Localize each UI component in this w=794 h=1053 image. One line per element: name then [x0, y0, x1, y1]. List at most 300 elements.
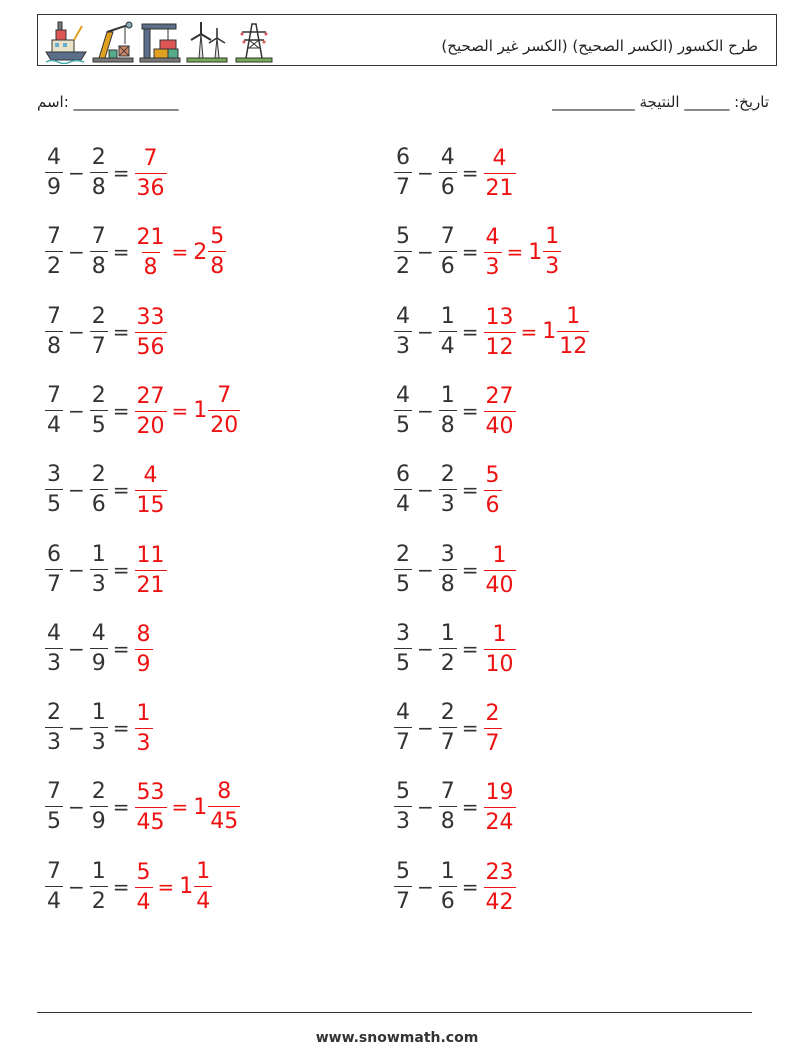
- mixed-number: [193, 781, 240, 833]
- numerator: 1: [545, 224, 560, 250]
- minus-sign: −: [417, 478, 434, 503]
- denominator: 3: [484, 252, 502, 279]
- fraction: [135, 227, 167, 279]
- fraction: [394, 620, 412, 676]
- fraction: [90, 147, 108, 199]
- fraction: [439, 226, 457, 278]
- equals-sign: =: [112, 319, 130, 344]
- numerator: 2: [47, 700, 61, 726]
- denominator: 4: [194, 886, 212, 913]
- answer: [484, 860, 516, 914]
- denominator: 5: [394, 648, 412, 675]
- answer: [135, 622, 153, 676]
- numerator: 4: [47, 145, 61, 170]
- fraction: [439, 620, 457, 676]
- date-score-field: تاريخ: ______ النتيجة ___________: [552, 93, 769, 111]
- denominator: 6: [90, 489, 108, 516]
- fraction: [394, 226, 412, 278]
- fraction: [90, 858, 108, 914]
- denominator: 8: [208, 251, 226, 278]
- minus-sign: −: [68, 636, 85, 661]
- minus-sign: −: [68, 478, 85, 503]
- answer: [484, 146, 516, 200]
- numerator: 1: [492, 621, 507, 647]
- numerator: 27: [136, 383, 165, 409]
- fraction: [484, 542, 516, 598]
- denominator: 21: [135, 570, 167, 597]
- minus-sign: −: [68, 398, 85, 423]
- equals-sign: =: [171, 795, 189, 820]
- minus-sign: −: [68, 874, 85, 899]
- header-icons: [44, 18, 276, 64]
- subtraction-problem: [394, 143, 516, 203]
- fraction: [45, 147, 63, 199]
- denominator: 8: [142, 252, 160, 279]
- fraction: [439, 541, 457, 597]
- fraction: [394, 147, 412, 199]
- answer: [135, 463, 167, 517]
- answer: [484, 622, 516, 676]
- numerator: 4: [91, 620, 106, 646]
- numerator: 1: [440, 620, 455, 646]
- equals-sign: =: [112, 161, 130, 185]
- numerator: 8: [136, 621, 151, 647]
- power-tower-icon: [232, 18, 276, 64]
- equals-sign: =: [461, 161, 479, 185]
- numerator: 3: [47, 462, 61, 488]
- denominator: 45: [208, 806, 240, 833]
- answer: [484, 543, 516, 597]
- fraction: [439, 382, 457, 438]
- subtraction-problem: [394, 460, 502, 520]
- fraction: [45, 303, 63, 359]
- fraction: [135, 859, 153, 915]
- denominator: 7: [90, 331, 108, 358]
- fraction: [484, 703, 502, 755]
- minus-sign: −: [68, 319, 85, 344]
- minus-sign: −: [68, 240, 85, 265]
- mixed-number: [193, 382, 240, 438]
- worksheet-title: طرح الكسور (الكسر الصحيح) (الكسر غير الصحيح): [441, 37, 758, 55]
- fraction: [484, 304, 516, 360]
- answer: [135, 701, 153, 755]
- numerator: 7: [47, 858, 61, 884]
- fraction: [45, 226, 63, 278]
- cargo-crane-icon: [138, 18, 182, 64]
- numerator: 8: [217, 779, 232, 805]
- minus-sign: −: [417, 161, 434, 185]
- answer: [135, 146, 167, 200]
- numerator: 7: [217, 382, 232, 408]
- numerator: 19: [485, 780, 514, 806]
- denominator: 3: [45, 727, 63, 754]
- numerator: 4: [396, 303, 410, 329]
- numerator: 5: [396, 858, 410, 884]
- equals-sign: =: [171, 398, 189, 423]
- mixed-number: [179, 858, 212, 914]
- denominator: 7: [394, 727, 412, 754]
- fraction: [135, 148, 167, 200]
- numerator: 7: [47, 224, 61, 250]
- minus-sign: −: [68, 795, 85, 820]
- denominator: 4: [135, 887, 153, 914]
- fraction: [45, 858, 63, 914]
- numerator: 5: [210, 224, 225, 250]
- minus-sign: −: [417, 240, 434, 265]
- fraction: [439, 147, 457, 199]
- fraction: [90, 702, 108, 754]
- numerator: 2: [91, 382, 106, 408]
- equals-sign: =: [461, 240, 479, 265]
- equals-sign: =: [112, 240, 130, 265]
- numerator: 11: [136, 542, 165, 568]
- numerator: 1: [196, 858, 211, 884]
- answer: [135, 305, 167, 359]
- subtraction-problem: [394, 302, 589, 362]
- fraction: [208, 781, 240, 833]
- numerator: 7: [47, 303, 61, 329]
- equals-sign: =: [112, 478, 130, 503]
- equals-sign: =: [461, 716, 479, 741]
- minus-sign: −: [417, 795, 434, 820]
- fraction: [208, 226, 226, 278]
- denominator: 3: [394, 331, 412, 358]
- numerator: 3: [440, 541, 455, 567]
- fraction: [394, 382, 412, 438]
- numerator: 27: [485, 383, 514, 409]
- numerator: 5: [485, 463, 500, 489]
- fraction: [135, 465, 167, 517]
- denominator: 3: [90, 727, 108, 754]
- denominator: 7: [394, 172, 412, 199]
- subtraction-problem: [45, 619, 153, 679]
- answer: [484, 384, 516, 438]
- fraction: [394, 858, 412, 914]
- equals-sign: =: [461, 398, 479, 423]
- equals-sign: =: [112, 636, 130, 661]
- subtraction-problem: [45, 698, 153, 758]
- denominator: 5: [394, 410, 412, 437]
- denominator: 6: [484, 490, 502, 517]
- equals-sign: =: [157, 874, 175, 899]
- numerator: 7: [47, 779, 61, 805]
- fraction: [484, 621, 516, 677]
- fraction: [439, 702, 457, 754]
- numerator: 1: [91, 700, 106, 726]
- denominator: 4: [45, 886, 63, 913]
- denominator: 3: [90, 569, 108, 596]
- fraction: [90, 303, 108, 359]
- numerator: 6: [396, 145, 410, 170]
- denominator: 8: [439, 806, 457, 833]
- equals-sign: =: [461, 478, 479, 503]
- minus-sign: −: [417, 874, 434, 899]
- worksheet-header: [37, 14, 777, 66]
- subtraction-problem: [45, 222, 226, 282]
- subtraction-problem: [45, 143, 167, 203]
- numerator: 5: [136, 859, 151, 885]
- fraction: [394, 702, 412, 754]
- fraction: [484, 227, 502, 279]
- minus-sign: −: [68, 557, 85, 582]
- fraction: [135, 782, 167, 834]
- whole-part: 1: [193, 398, 208, 424]
- equals-sign: =: [461, 795, 479, 820]
- fraction: [394, 541, 412, 597]
- denominator: 56: [135, 332, 167, 359]
- answer: [135, 780, 167, 834]
- equals-sign: =: [461, 557, 479, 582]
- fraction: [90, 464, 108, 516]
- numerator: 2: [396, 541, 410, 567]
- minus-sign: −: [417, 636, 434, 661]
- denominator: 7: [394, 886, 412, 913]
- numerator: 7: [91, 224, 106, 250]
- subtraction-problem: [394, 222, 561, 282]
- numerator: 6: [396, 462, 410, 488]
- numerator: 1: [91, 541, 106, 567]
- fraction: [45, 620, 63, 676]
- subtraction-problem: [394, 777, 516, 837]
- numerator: 4: [143, 463, 158, 489]
- subtraction-problem: [394, 540, 516, 600]
- fraction: [439, 858, 457, 914]
- subtraction-problem: [394, 857, 516, 917]
- numerator: 2: [440, 462, 455, 488]
- equals-sign: =: [520, 319, 538, 344]
- fraction: [394, 303, 412, 359]
- denominator: 40: [484, 570, 516, 597]
- denominator: 6: [439, 172, 457, 199]
- minus-sign: −: [417, 398, 434, 423]
- answer: [135, 860, 153, 914]
- numerator: 4: [492, 146, 507, 171]
- subtraction-problem: [394, 619, 516, 679]
- fraction: [394, 781, 412, 833]
- equals-sign: =: [506, 240, 524, 265]
- subtraction-problem: [45, 857, 212, 917]
- denominator: 20: [208, 410, 240, 437]
- answer: [484, 701, 502, 755]
- denominator: 7: [439, 727, 457, 754]
- numerator: 2: [91, 303, 106, 329]
- numerator: 7: [440, 779, 455, 805]
- fraction: [90, 541, 108, 597]
- wind-turbine-icon: [185, 18, 229, 64]
- numerator: 4: [47, 620, 61, 646]
- denominator: 2: [90, 886, 108, 913]
- footer-url: www.snowmath.com: [315, 1030, 479, 1046]
- fraction: [135, 542, 167, 598]
- minus-sign: −: [417, 716, 434, 741]
- whole-part: 1: [542, 319, 557, 345]
- answer: [135, 384, 167, 438]
- denominator: 9: [90, 648, 108, 675]
- mixed-number: [542, 303, 589, 359]
- fraction: [439, 781, 457, 833]
- numerator: 33: [136, 304, 165, 330]
- footer-divider: [37, 1012, 752, 1013]
- numerator: 4: [396, 382, 410, 408]
- numerator: 3: [396, 620, 410, 646]
- subtraction-problem: [45, 381, 240, 441]
- denominator: 42: [484, 887, 516, 914]
- subtraction-problem: [45, 460, 167, 520]
- numerator: 1: [440, 303, 455, 329]
- numerator: 1: [136, 701, 151, 727]
- numerator: 7: [143, 146, 158, 171]
- fraction: [135, 621, 153, 677]
- denominator: 40: [484, 411, 516, 438]
- equals-sign: =: [112, 557, 130, 582]
- denominator: 2: [439, 648, 457, 675]
- subtraction-problem: [394, 381, 516, 441]
- numerator: 23: [485, 859, 514, 885]
- numerator: 1: [91, 858, 106, 884]
- denominator: 9: [135, 649, 153, 676]
- numerator: 2: [440, 700, 455, 726]
- equals-sign: =: [461, 874, 479, 899]
- denominator: 36: [135, 173, 167, 200]
- numerator: 1: [440, 382, 455, 408]
- equals-sign: =: [171, 240, 189, 265]
- denominator: 9: [45, 172, 63, 199]
- numerator: 1: [492, 542, 507, 568]
- numerator: 1: [440, 858, 455, 884]
- whole-part: 2: [193, 239, 208, 265]
- fraction: [45, 781, 63, 833]
- fraction: [208, 382, 240, 438]
- denominator: 7: [45, 569, 63, 596]
- denominator: 4: [45, 410, 63, 437]
- minus-sign: −: [68, 161, 85, 185]
- fraction: [135, 304, 167, 360]
- denominator: 2: [394, 251, 412, 278]
- numerator: 6: [47, 541, 61, 567]
- denominator: 12: [557, 331, 589, 358]
- denominator: 4: [394, 489, 412, 516]
- denominator: 20: [135, 411, 167, 438]
- whole-part: 1: [528, 239, 543, 265]
- denominator: 8: [90, 172, 108, 199]
- equals-sign: =: [112, 874, 130, 899]
- equals-sign: =: [112, 716, 130, 741]
- minus-sign: −: [417, 557, 434, 582]
- answer: [135, 543, 167, 597]
- denominator: 5: [45, 489, 63, 516]
- denominator: 8: [439, 410, 457, 437]
- denominator: 12: [484, 332, 516, 359]
- fraction: [90, 382, 108, 438]
- denominator: 6: [439, 251, 457, 278]
- equals-sign: =: [112, 795, 130, 820]
- numerator: 7: [47, 382, 61, 408]
- answer: [484, 225, 502, 279]
- fraction: [194, 858, 212, 914]
- fraction: [484, 859, 516, 915]
- denominator: 3: [394, 806, 412, 833]
- numerator: 2: [91, 779, 106, 805]
- equals-sign: =: [461, 636, 479, 661]
- minus-sign: −: [68, 716, 85, 741]
- subtraction-problem: [45, 302, 167, 362]
- answer: [135, 225, 167, 279]
- mixed-number: [528, 226, 561, 278]
- name-field: اسم: ______________: [37, 93, 179, 111]
- denominator: 45: [135, 807, 167, 834]
- fraction: [90, 620, 108, 676]
- numerator: 4: [440, 145, 455, 170]
- fraction: [484, 148, 516, 200]
- denominator: 5: [90, 410, 108, 437]
- numerator: 5: [396, 224, 410, 250]
- minus-sign: −: [417, 319, 434, 344]
- denominator: 21: [484, 173, 516, 200]
- numerator: 53: [136, 780, 165, 806]
- numerator: 5: [396, 779, 410, 805]
- fraction: [439, 464, 457, 516]
- answer: [484, 463, 502, 517]
- equals-sign: =: [461, 319, 479, 344]
- numerator: 2: [91, 145, 106, 170]
- denominator: 15: [135, 490, 167, 517]
- denominator: 5: [45, 806, 63, 833]
- fraction: [543, 226, 561, 278]
- fraction: [45, 702, 63, 754]
- fraction: [135, 703, 153, 755]
- subtraction-problem: [45, 777, 240, 837]
- subtraction-problem: [45, 540, 167, 600]
- fraction: [90, 226, 108, 278]
- denominator: 7: [484, 728, 502, 755]
- denominator: 3: [543, 251, 561, 278]
- whole-part: 1: [193, 794, 208, 820]
- fraction: [135, 383, 167, 439]
- fraction: [394, 464, 412, 516]
- fraction: [484, 465, 502, 517]
- numerator: 21: [136, 225, 165, 251]
- fraction: [484, 782, 516, 834]
- fraction: [45, 382, 63, 438]
- fraction: [439, 303, 457, 359]
- denominator: 10: [484, 649, 516, 676]
- ship-icon: [44, 18, 88, 64]
- numerator: 4: [396, 700, 410, 726]
- numerator: 13: [485, 304, 514, 330]
- mixed-number: [193, 226, 226, 278]
- subtraction-problem: [394, 698, 502, 758]
- denominator: 4: [439, 331, 457, 358]
- denominator: 2: [45, 251, 63, 278]
- whole-part: 1: [179, 874, 194, 900]
- numerator: 2: [485, 701, 500, 727]
- denominator: 6: [439, 886, 457, 913]
- denominator: 3: [45, 648, 63, 675]
- denominator: 9: [90, 806, 108, 833]
- denominator: 3: [135, 728, 153, 755]
- denominator: 8: [45, 331, 63, 358]
- fraction: [484, 383, 516, 439]
- denominator: 3: [439, 489, 457, 516]
- crane-icon: [91, 18, 135, 64]
- denominator: 24: [484, 807, 516, 834]
- fraction: [45, 541, 63, 597]
- denominator: 5: [394, 569, 412, 596]
- answer: [484, 305, 516, 359]
- fraction: [557, 303, 589, 359]
- numerator: 7: [440, 224, 455, 250]
- answer: [484, 780, 516, 834]
